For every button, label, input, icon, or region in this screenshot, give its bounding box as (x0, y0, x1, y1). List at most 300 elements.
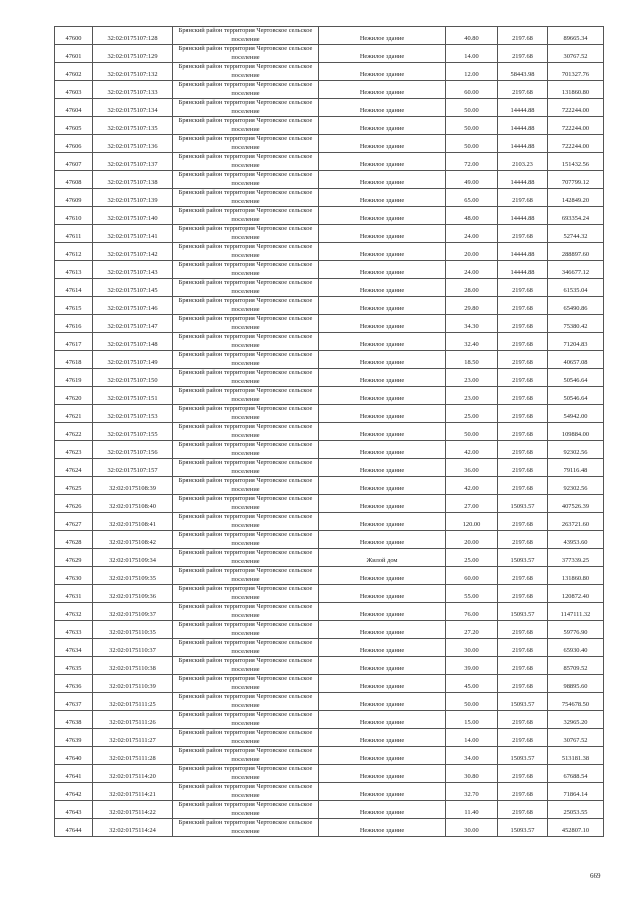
cell-cadastral-number: 32:02:0175107:128 (93, 27, 173, 45)
cell-cadastral-number: 32:02:0175110:35 (93, 621, 173, 639)
cell-record-number: 47610 (55, 207, 93, 225)
cell-record-number: 47618 (55, 351, 93, 369)
cell-unit-value: 2197.68 (498, 585, 548, 603)
cell-record-number: 47632 (55, 603, 93, 621)
cell-object-type: Нежилое здание (319, 45, 446, 63)
cell-unit-value: 2197.68 (498, 675, 548, 693)
table-row (55, 99, 604, 117)
cell-unit-value: 2197.68 (498, 333, 548, 351)
cell-area: 49.00 (446, 171, 498, 189)
table-row (55, 513, 604, 531)
cell-record-number: 47633 (55, 621, 93, 639)
cell-location: Брянский район территория Чертовское сельское поселение (173, 621, 319, 639)
table-row (55, 135, 604, 153)
cell-record-number: 47629 (55, 549, 93, 567)
cell-object-type: Нежилое здание (319, 387, 446, 405)
cell-cadastral-number: 32:02:0175110:38 (93, 657, 173, 675)
cell-record-number: 47628 (55, 531, 93, 549)
cell-cadastral-number: 32:02:0175107:137 (93, 153, 173, 171)
cell-record-number: 47609 (55, 189, 93, 207)
cell-cadastral-number: 32:02:0175114:22 (93, 801, 173, 819)
cell-cadastral-value: 89665.34 (548, 27, 604, 45)
cell-area: 28.00 (446, 279, 498, 297)
cell-area: 23.00 (446, 387, 498, 405)
table-row (55, 297, 604, 315)
cell-location: Брянский район территория Чертовское сельское поселение (173, 261, 319, 279)
table-row (55, 657, 604, 675)
cell-cadastral-number: 32:02:0175107:136 (93, 135, 173, 153)
table-row (55, 711, 604, 729)
cell-record-number: 47617 (55, 333, 93, 351)
cell-cadastral-value: 131860.80 (548, 567, 604, 585)
cell-record-number: 47635 (55, 657, 93, 675)
cell-record-number: 47602 (55, 63, 93, 81)
cell-cadastral-number: 32:02:0175110:39 (93, 675, 173, 693)
cell-area: 30.00 (446, 819, 498, 837)
cell-record-number: 47603 (55, 81, 93, 99)
cell-object-type: Нежилое здание (319, 405, 446, 423)
cell-cadastral-number: 32:02:0175107:143 (93, 261, 173, 279)
cell-object-type: Нежилое здание (319, 369, 446, 387)
cell-unit-value: 2197.68 (498, 531, 548, 549)
cell-record-number: 47614 (55, 279, 93, 297)
cell-area: 24.00 (446, 261, 498, 279)
cell-area: 20.00 (446, 531, 498, 549)
cell-cadastral-value: 71204.83 (548, 333, 604, 351)
cell-cadastral-value: 346677.12 (548, 261, 604, 279)
cell-cadastral-value: 151432.56 (548, 153, 604, 171)
cell-location: Брянский район территория Чертовское сельское поселение (173, 405, 319, 423)
cell-area: 14.00 (446, 729, 498, 747)
cell-unit-value: 2197.68 (498, 27, 548, 45)
page-number: 669 (590, 872, 601, 880)
cell-area: 27.00 (446, 495, 498, 513)
cell-record-number: 47642 (55, 783, 93, 801)
cell-unit-value: 2197.68 (498, 189, 548, 207)
cell-area: 39.00 (446, 657, 498, 675)
table-row (55, 801, 604, 819)
cell-location: Брянский район территория Чертовское сельское поселение (173, 45, 319, 63)
cell-record-number: 47613 (55, 261, 93, 279)
table-row (55, 441, 604, 459)
cell-unit-value: 2197.68 (498, 783, 548, 801)
cell-area: 40.80 (446, 27, 498, 45)
cell-object-type: Нежилое здание (319, 63, 446, 81)
cell-object-type: Нежилое здание (319, 315, 446, 333)
cell-unit-value: 14444.88 (498, 171, 548, 189)
cell-cadastral-value: 67688.54 (548, 765, 604, 783)
cell-cadastral-value: 513181.38 (548, 747, 604, 765)
cell-cadastral-value: 452807.10 (548, 819, 604, 837)
cell-unit-value: 14444.88 (498, 99, 548, 117)
cell-location: Брянский район территория Чертовское сельское поселение (173, 387, 319, 405)
table-row (55, 405, 604, 423)
cell-cadastral-number: 32:02:0175107:156 (93, 441, 173, 459)
cell-location: Брянский район территория Чертовское сельское поселение (173, 333, 319, 351)
cell-record-number: 47604 (55, 99, 93, 117)
cell-object-type: Нежилое здание (319, 423, 446, 441)
cell-area: 32.70 (446, 783, 498, 801)
cell-record-number: 47616 (55, 315, 93, 333)
cell-unit-value: 2197.68 (498, 621, 548, 639)
cell-object-type: Нежилое здание (319, 675, 446, 693)
cell-unit-value: 14444.88 (498, 261, 548, 279)
cell-area: 45.00 (446, 675, 498, 693)
cell-cadastral-number: 32:02:0175107:153 (93, 405, 173, 423)
cell-cadastral-number: 32:02:0175107:155 (93, 423, 173, 441)
cell-object-type: Нежилое здание (319, 243, 446, 261)
cell-object-type: Нежилое здание (319, 297, 446, 315)
cell-cadastral-value: 85709.52 (548, 657, 604, 675)
cell-cadastral-number: 32:02:0175108:42 (93, 531, 173, 549)
table-row (55, 585, 604, 603)
cell-unit-value: 15093.57 (498, 549, 548, 567)
cell-area: 60.00 (446, 567, 498, 585)
table-row (55, 351, 604, 369)
cell-record-number: 47631 (55, 585, 93, 603)
cell-cadastral-number: 32:02:0175107:149 (93, 351, 173, 369)
cell-unit-value: 14444.88 (498, 117, 548, 135)
cell-location: Брянский район территория Чертовское сельское поселение (173, 117, 319, 135)
cell-object-type: Нежилое здание (319, 477, 446, 495)
cell-area: 50.00 (446, 693, 498, 711)
cell-unit-value: 15093.57 (498, 603, 548, 621)
cell-record-number: 47630 (55, 567, 93, 585)
cell-cadastral-number: 32:02:0175107:148 (93, 333, 173, 351)
cell-location: Брянский район территория Чертовское сельское поселение (173, 225, 319, 243)
cell-cadastral-number: 32:02:0175111:26 (93, 711, 173, 729)
cell-cadastral-value: 377339.25 (548, 549, 604, 567)
cell-cadastral-value: 263721.60 (548, 513, 604, 531)
cell-area: 55.00 (446, 585, 498, 603)
cell-location: Брянский район территория Чертовское сельское поселение (173, 531, 319, 549)
cell-cadastral-value: 25053.55 (548, 801, 604, 819)
cell-record-number: 47637 (55, 693, 93, 711)
cell-object-type: Нежилое здание (319, 261, 446, 279)
cell-cadastral-number: 32:02:0175109:34 (93, 549, 173, 567)
cell-object-type: Нежилое здание (319, 171, 446, 189)
cell-object-type: Нежилое здание (319, 99, 446, 117)
table-row (55, 171, 604, 189)
cell-cadastral-number: 32:02:0175111:28 (93, 747, 173, 765)
cell-cadastral-number: 32:02:0175108:39 (93, 477, 173, 495)
cell-record-number: 47601 (55, 45, 93, 63)
cell-cadastral-value: 79116.48 (548, 459, 604, 477)
cell-unit-value: 2197.68 (498, 765, 548, 783)
cell-record-number: 47641 (55, 765, 93, 783)
cell-cadastral-number: 32:02:0175107:157 (93, 459, 173, 477)
cell-object-type: Нежилое здание (319, 459, 446, 477)
table-row (55, 333, 604, 351)
cell-area: 34.00 (446, 747, 498, 765)
cell-area: 34.30 (446, 315, 498, 333)
cell-object-type: Нежилое здание (319, 531, 446, 549)
cell-object-type: Нежилое здание (319, 351, 446, 369)
cell-object-type: Нежилое здание (319, 441, 446, 459)
cell-record-number: 47623 (55, 441, 93, 459)
cell-cadastral-value: 52744.32 (548, 225, 604, 243)
cell-unit-value: 2197.68 (498, 729, 548, 747)
cell-cadastral-number: 32:02:0175114:24 (93, 819, 173, 837)
cell-unit-value: 15093.57 (498, 747, 548, 765)
cell-object-type: Нежилое здание (319, 693, 446, 711)
cell-cadastral-value: 50546.64 (548, 369, 604, 387)
cell-location: Брянский район территория Чертовское сельское поселение (173, 603, 319, 621)
cell-cadastral-number: 32:02:0175107:139 (93, 189, 173, 207)
cell-location: Брянский район территория Чертовское сельское поселение (173, 801, 319, 819)
cell-record-number: 47638 (55, 711, 93, 729)
cell-record-number: 47615 (55, 297, 93, 315)
cell-location: Брянский район территория Чертовское сельское поселение (173, 297, 319, 315)
table-row (55, 567, 604, 585)
cell-cadastral-value: 142849.20 (548, 189, 604, 207)
cell-record-number: 47608 (55, 171, 93, 189)
cell-cadastral-value: 40657.08 (548, 351, 604, 369)
cell-unit-value: 14444.88 (498, 207, 548, 225)
cell-record-number: 47627 (55, 513, 93, 531)
cell-object-type: Нежилое здание (319, 657, 446, 675)
cell-record-number: 47643 (55, 801, 93, 819)
cell-area: 120.00 (446, 513, 498, 531)
cell-cadastral-number: 32:02:0175111:25 (93, 693, 173, 711)
table-row (55, 189, 604, 207)
cell-location: Брянский район территория Чертовское сельское поселение (173, 279, 319, 297)
cell-location: Брянский район территория Чертовское сельское поселение (173, 27, 319, 45)
cell-location: Брянский район территория Чертовское сельское поселение (173, 657, 319, 675)
cell-area: 27.20 (446, 621, 498, 639)
table-row (55, 603, 604, 621)
table-row (55, 675, 604, 693)
table-row (55, 225, 604, 243)
cell-record-number: 47622 (55, 423, 93, 441)
cell-location: Брянский район территория Чертовское сельское поселение (173, 81, 319, 99)
cell-location: Брянский район территория Чертовское сельское поселение (173, 585, 319, 603)
cell-cadastral-number: 32:02:0175107:150 (93, 369, 173, 387)
cell-object-type: Нежилое здание (319, 621, 446, 639)
cell-area: 11.40 (446, 801, 498, 819)
cell-area: 60.00 (446, 81, 498, 99)
cell-object-type: Нежилое здание (319, 495, 446, 513)
cell-area: 14.00 (446, 45, 498, 63)
cell-record-number: 47600 (55, 27, 93, 45)
cell-record-number: 47621 (55, 405, 93, 423)
cell-record-number: 47625 (55, 477, 93, 495)
cell-record-number: 47639 (55, 729, 93, 747)
cell-object-type: Нежилое здание (319, 567, 446, 585)
cell-cadastral-value: 120872.40 (548, 585, 604, 603)
cell-cadastral-value: 92302.56 (548, 477, 604, 495)
table-row (55, 459, 604, 477)
cell-object-type: Нежилое здание (319, 819, 446, 837)
cell-cadastral-number: 32:02:0175107:129 (93, 45, 173, 63)
table-row (55, 693, 604, 711)
cell-area: 50.00 (446, 99, 498, 117)
cell-location: Брянский район территория Чертовское сельское поселение (173, 495, 319, 513)
cell-object-type: Нежилое здание (319, 801, 446, 819)
cell-cadastral-value: 407526.39 (548, 495, 604, 513)
cell-object-type: Нежилое здание (319, 189, 446, 207)
table-row (55, 315, 604, 333)
cell-unit-value: 2197.68 (498, 405, 548, 423)
table-row (55, 387, 604, 405)
registry-table-body (55, 27, 604, 837)
cell-location: Брянский район территория Чертовское сельское поселение (173, 675, 319, 693)
cell-area: 12.00 (446, 63, 498, 81)
cell-object-type: Жилой дом (319, 549, 446, 567)
cell-location: Брянский район территория Чертовское сельское поселение (173, 99, 319, 117)
cell-record-number: 47605 (55, 117, 93, 135)
cell-record-number: 47606 (55, 135, 93, 153)
cell-record-number: 47619 (55, 369, 93, 387)
cell-unit-value: 2197.68 (498, 387, 548, 405)
table-row (55, 81, 604, 99)
cell-record-number: 47612 (55, 243, 93, 261)
cell-unit-value: 2197.68 (498, 639, 548, 657)
cell-area: 20.00 (446, 243, 498, 261)
cell-unit-value: 2197.68 (498, 351, 548, 369)
cell-record-number: 47611 (55, 225, 93, 243)
cell-location: Брянский район территория Чертовское сельское поселение (173, 207, 319, 225)
cell-cadastral-value: 701327.76 (548, 63, 604, 81)
cell-location: Брянский район территория Чертовское сельское поселение (173, 243, 319, 261)
table-row (55, 765, 604, 783)
cell-location: Брянский район территория Чертовское сельское поселение (173, 171, 319, 189)
table-row (55, 63, 604, 81)
cell-cadastral-number: 32:02:0175108:40 (93, 495, 173, 513)
cell-location: Брянский район территория Чертовское сельское поселение (173, 567, 319, 585)
table-row (55, 783, 604, 801)
cell-unit-value: 2197.68 (498, 657, 548, 675)
cell-cadastral-value: 30767.52 (548, 729, 604, 747)
cell-area: 48.00 (446, 207, 498, 225)
table-row (55, 27, 604, 45)
cell-unit-value: 2197.68 (498, 369, 548, 387)
cell-object-type: Нежилое здание (319, 279, 446, 297)
cell-location: Брянский район территория Чертовское сельское поселение (173, 369, 319, 387)
cell-unit-value: 2197.68 (498, 225, 548, 243)
table-row (55, 153, 604, 171)
cell-cadastral-number: 32:02:0175107:135 (93, 117, 173, 135)
cell-location: Брянский район территория Чертовское сельское поселение (173, 135, 319, 153)
cell-location: Брянский район территория Чертовское сельское поселение (173, 549, 319, 567)
cell-unit-value: 2103.23 (498, 153, 548, 171)
cell-cadastral-value: 722244.00 (548, 135, 604, 153)
cell-unit-value: 2197.68 (498, 459, 548, 477)
cell-unit-value: 15093.57 (498, 693, 548, 711)
cell-area: 25.00 (446, 405, 498, 423)
cell-area: 25.00 (446, 549, 498, 567)
cell-area: 72.00 (446, 153, 498, 171)
cell-cadastral-number: 32:02:0175114:21 (93, 783, 173, 801)
cell-area: 50.00 (446, 423, 498, 441)
cell-object-type: Нежилое здание (319, 117, 446, 135)
cell-cadastral-value: 288897.60 (548, 243, 604, 261)
cell-cadastral-value: 754678.50 (548, 693, 604, 711)
cell-location: Брянский район территория Чертовское сельское поселение (173, 819, 319, 837)
cell-object-type: Нежилое здание (319, 513, 446, 531)
table-row (55, 477, 604, 495)
cell-cadastral-number: 32:02:0175107:132 (93, 63, 173, 81)
cell-area: 42.00 (446, 441, 498, 459)
cell-record-number: 47607 (55, 153, 93, 171)
cell-object-type: Нежилое здание (319, 783, 446, 801)
cell-object-type: Нежилое здание (319, 639, 446, 657)
table-row (55, 279, 604, 297)
cell-object-type: Нежилое здание (319, 153, 446, 171)
cell-cadastral-number: 32:02:0175107:134 (93, 99, 173, 117)
cell-cadastral-value: 75380.42 (548, 315, 604, 333)
cell-cadastral-value: 92302.56 (548, 441, 604, 459)
cell-cadastral-value: 131860.80 (548, 81, 604, 99)
cell-cadastral-value: 32965.20 (548, 711, 604, 729)
cell-object-type: Нежилое здание (319, 135, 446, 153)
cell-cadastral-value: 50546.64 (548, 387, 604, 405)
cell-cadastral-value: 59776.90 (548, 621, 604, 639)
cell-location: Брянский район территория Чертовское сельское поселение (173, 639, 319, 657)
cell-cadastral-number: 32:02:0175107:138 (93, 171, 173, 189)
table-row (55, 549, 604, 567)
cell-area: 65.00 (446, 189, 498, 207)
cell-area: 30.80 (446, 765, 498, 783)
cell-cadastral-number: 32:02:0175107:151 (93, 387, 173, 405)
cell-unit-value: 2197.68 (498, 477, 548, 495)
cell-unit-value: 14444.88 (498, 243, 548, 261)
table-row (55, 639, 604, 657)
cell-location: Брянский район территория Чертовское сельское поселение (173, 189, 319, 207)
cell-cadastral-number: 32:02:0175109:36 (93, 585, 173, 603)
cell-cadastral-number: 32:02:0175107:133 (93, 81, 173, 99)
cell-cadastral-number: 32:02:0175107:141 (93, 225, 173, 243)
cell-unit-value: 15093.57 (498, 495, 548, 513)
cell-unit-value: 15093.57 (498, 819, 548, 837)
cell-unit-value: 2197.68 (498, 801, 548, 819)
cell-record-number: 47634 (55, 639, 93, 657)
cell-unit-value: 2197.68 (498, 567, 548, 585)
cell-location: Брянский район территория Чертовское сельское поселение (173, 513, 319, 531)
cell-area: 18.50 (446, 351, 498, 369)
cell-object-type: Нежилое здание (319, 711, 446, 729)
cell-location: Брянский район территория Чертовское сельское поселение (173, 351, 319, 369)
cell-cadastral-number: 32:02:0175114:20 (93, 765, 173, 783)
cell-unit-value: 2197.68 (498, 297, 548, 315)
cell-cadastral-value: 693354.24 (548, 207, 604, 225)
table-row (55, 369, 604, 387)
cell-object-type: Нежилое здание (319, 603, 446, 621)
cell-object-type: Нежилое здание (319, 27, 446, 45)
cell-location: Брянский район территория Чертовское сельское поселение (173, 747, 319, 765)
table-row (55, 243, 604, 261)
cell-cadastral-number: 32:02:0175107:145 (93, 279, 173, 297)
table-row (55, 621, 604, 639)
cell-area: 36.00 (446, 459, 498, 477)
table-row (55, 261, 604, 279)
cell-unit-value: 2197.68 (498, 45, 548, 63)
cell-location: Брянский район территория Чертовское сельское поселение (173, 459, 319, 477)
cell-record-number: 47620 (55, 387, 93, 405)
cell-cadastral-value: 30767.52 (548, 45, 604, 63)
cell-object-type: Нежилое здание (319, 585, 446, 603)
cell-cadastral-value: 65490.86 (548, 297, 604, 315)
cell-record-number: 47626 (55, 495, 93, 513)
cell-area: 15.00 (446, 711, 498, 729)
cell-location: Брянский район территория Чертовское сельское поселение (173, 441, 319, 459)
cell-cadastral-value: 722244.00 (548, 117, 604, 135)
cell-unit-value: 58443.98 (498, 63, 548, 81)
cell-cadastral-value: 71864.14 (548, 783, 604, 801)
cell-cadastral-number: 32:02:0175107:146 (93, 297, 173, 315)
cell-object-type: Нежилое здание (319, 333, 446, 351)
cell-object-type: Нежилое здание (319, 729, 446, 747)
